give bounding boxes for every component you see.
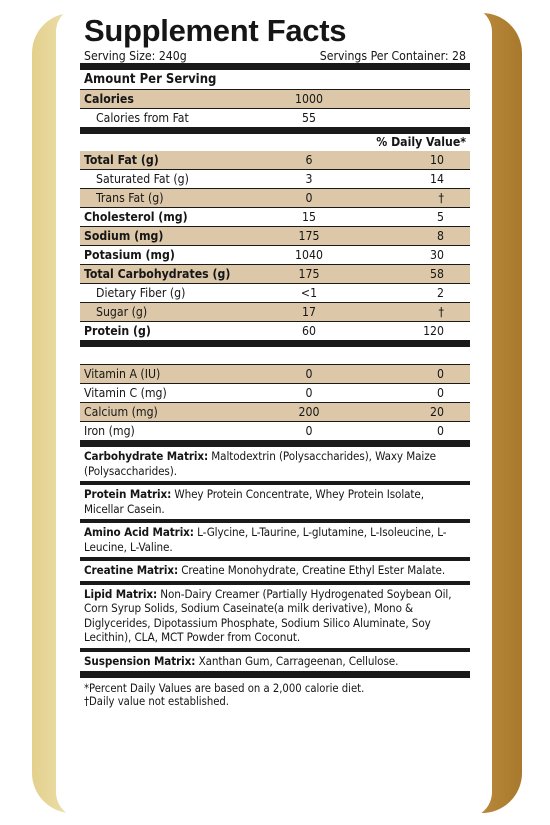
serving-info bbox=[80, 49, 470, 63]
matrix-name: Suspension Matrix: bbox=[84, 653, 196, 668]
footnotes bbox=[80, 678, 470, 708]
matrix-carbohydrate bbox=[80, 447, 470, 481]
vitamin-daily-value: 0 bbox=[437, 367, 444, 381]
nutrient-label: Calories bbox=[84, 92, 134, 106]
nutrient-amount: 60 bbox=[302, 324, 316, 338]
nutrient-amount: 15 bbox=[302, 210, 316, 224]
nutrient-label: Total Carbohydrates (g) bbox=[84, 267, 231, 281]
nutrient-row bbox=[80, 321, 470, 340]
matrix-name: Amino Acid Matrix: bbox=[84, 525, 194, 539]
nutrient-amount: 175 bbox=[298, 267, 320, 281]
divider-thick bbox=[80, 440, 470, 447]
nutrient-amount: <1 bbox=[300, 286, 318, 300]
vitamin-amount: 200 bbox=[298, 405, 320, 419]
nutrient-daily-value: 120 bbox=[423, 324, 444, 338]
vitamin-row bbox=[80, 421, 470, 440]
nutrient-label: Potasium (mg) bbox=[84, 248, 175, 262]
nutrient-daily-value: 14 bbox=[430, 172, 444, 186]
nutrient-row bbox=[80, 188, 470, 207]
vitamin-amount: 0 bbox=[305, 386, 313, 400]
nutrient-daily-value: 5 bbox=[437, 210, 444, 224]
vitamin-label: Calcium (mg) bbox=[84, 405, 158, 419]
nutrient-row bbox=[80, 169, 470, 188]
nutrient-daily-value: † bbox=[438, 305, 444, 319]
servings-per-container: Servings Per Container: 28 bbox=[319, 49, 466, 63]
label-title: Supplement Facts bbox=[84, 13, 347, 48]
matrix-suspension bbox=[80, 652, 470, 672]
matrix-name: Creatine Matrix: bbox=[84, 563, 179, 577]
nutrient-amount: 175 bbox=[298, 229, 320, 243]
vitamin-daily-value: 0 bbox=[437, 386, 444, 400]
matrix-protein bbox=[80, 485, 470, 519]
vitamin-row bbox=[80, 364, 470, 383]
nutrient-label: Sugar (g) bbox=[96, 305, 148, 319]
vitamin-amount: 0 bbox=[305, 367, 313, 381]
nutrient-daily-value: 10 bbox=[430, 153, 444, 167]
matrix-ingredients: Non-Dairy Creamer (Partially Hydrogenated Soybean Oil, Corn Syrup Solids, Sodium Caseinate(a milk derivative), Mono & Diglycerides, Dipotassium Phosphate, Sodium Silico Aluminate, Soy Lecithin), CLA, MCT Powder from Coconut. bbox=[84, 586, 452, 644]
nutrient-daily-value: 8 bbox=[437, 229, 444, 243]
matrix-ingredients: Xanthan Gum, Carrageenan, Cellulose. bbox=[198, 653, 399, 668]
nutrient-daily-value: 30 bbox=[430, 248, 444, 262]
nutrient-label: Dietary Fiber (g) bbox=[96, 286, 186, 300]
matrix-ingredients: L-Glycine, L-Taurine, L-glutamine, L-Isoleucine, L-Leucine, L-Valine. bbox=[84, 525, 447, 554]
nutrient-row bbox=[80, 151, 470, 169]
nutrient-amount: 6 bbox=[305, 153, 313, 167]
divider-thick bbox=[80, 671, 470, 678]
matrix-ingredients: Maltodextrin (Polysaccharides), Waxy Maize (Polysaccharides). bbox=[84, 449, 436, 478]
serving-size: Serving Size: 240g bbox=[84, 49, 187, 63]
footnote-not-established: †Daily value not established. bbox=[84, 695, 230, 708]
matrix-name: Protein Matrix: bbox=[84, 487, 172, 501]
nutrient-row bbox=[80, 264, 470, 283]
vitamin-amount: 0 bbox=[305, 424, 313, 438]
footnote-daily-values: *Percent Daily Values are based on a 2,000 calorie diet. bbox=[84, 682, 365, 695]
nutrient-daily-value: † bbox=[438, 191, 444, 205]
matrix-ingredients: Whey Protein Concentrate, Whey Protein Isolate, Micellar Casein. bbox=[84, 487, 424, 516]
nutrient-amount: 3 bbox=[305, 172, 313, 186]
vitamin-row bbox=[80, 402, 470, 421]
vitamin-daily-value: 0 bbox=[437, 424, 444, 438]
daily-value-header: % Daily Value* bbox=[376, 135, 466, 149]
divider-thick bbox=[80, 63, 470, 70]
vitamin-label: Iron (mg) bbox=[84, 424, 135, 438]
nutrient-row bbox=[80, 245, 470, 264]
nutrient-label: Protein (g) bbox=[84, 324, 151, 338]
nutrient-amount: 17 bbox=[302, 305, 316, 319]
nutrient-amount: 0 bbox=[305, 191, 313, 205]
vitamin-label: Vitamin A (IU) bbox=[84, 367, 161, 381]
divider-thick bbox=[80, 127, 470, 134]
nutrient-amount: 1000 bbox=[295, 92, 323, 106]
nutrient-label: Cholesterol (mg) bbox=[84, 210, 188, 224]
amount-per-serving: Amount Per Serving bbox=[84, 72, 217, 87]
supplement-facts-label bbox=[80, 14, 470, 708]
vitamin-label: Vitamin C (mg) bbox=[84, 386, 167, 400]
nutrient-amount: 1040 bbox=[295, 248, 323, 262]
matrix-lipid bbox=[80, 585, 470, 648]
nutrient-daily-value: 58 bbox=[430, 267, 444, 281]
matrix-creatine bbox=[80, 561, 470, 581]
nutrient-row bbox=[80, 226, 470, 245]
calories-row bbox=[80, 89, 470, 108]
calories-from-fat-row bbox=[80, 108, 470, 127]
nutrient-label: Total Fat (g) bbox=[84, 153, 159, 167]
nutrient-row bbox=[80, 207, 470, 226]
matrix-name: Carbohydrate Matrix: bbox=[84, 449, 209, 463]
matrix-amino-acid bbox=[80, 523, 470, 557]
divider-thick bbox=[80, 340, 470, 347]
matrix-ingredients: Creatine Monohydrate, Creatine Ethyl Ester Malate. bbox=[181, 563, 446, 577]
nutrient-row bbox=[80, 302, 470, 321]
nutrient-daily-value: 2 bbox=[437, 286, 444, 300]
nutrient-label: Calories from Fat bbox=[96, 111, 189, 125]
nutrient-label: Saturated Fat (g) bbox=[96, 172, 189, 186]
nutrient-label: Trans Fat (g) bbox=[96, 191, 164, 205]
vitamin-daily-value: 20 bbox=[430, 405, 444, 419]
nutrient-amount: 55 bbox=[302, 111, 316, 125]
nutrient-row bbox=[80, 283, 470, 302]
matrix-name: Lipid Matrix: bbox=[84, 586, 158, 601]
nutrient-label: Sodium (mg) bbox=[84, 229, 164, 243]
vitamin-row bbox=[80, 383, 470, 402]
